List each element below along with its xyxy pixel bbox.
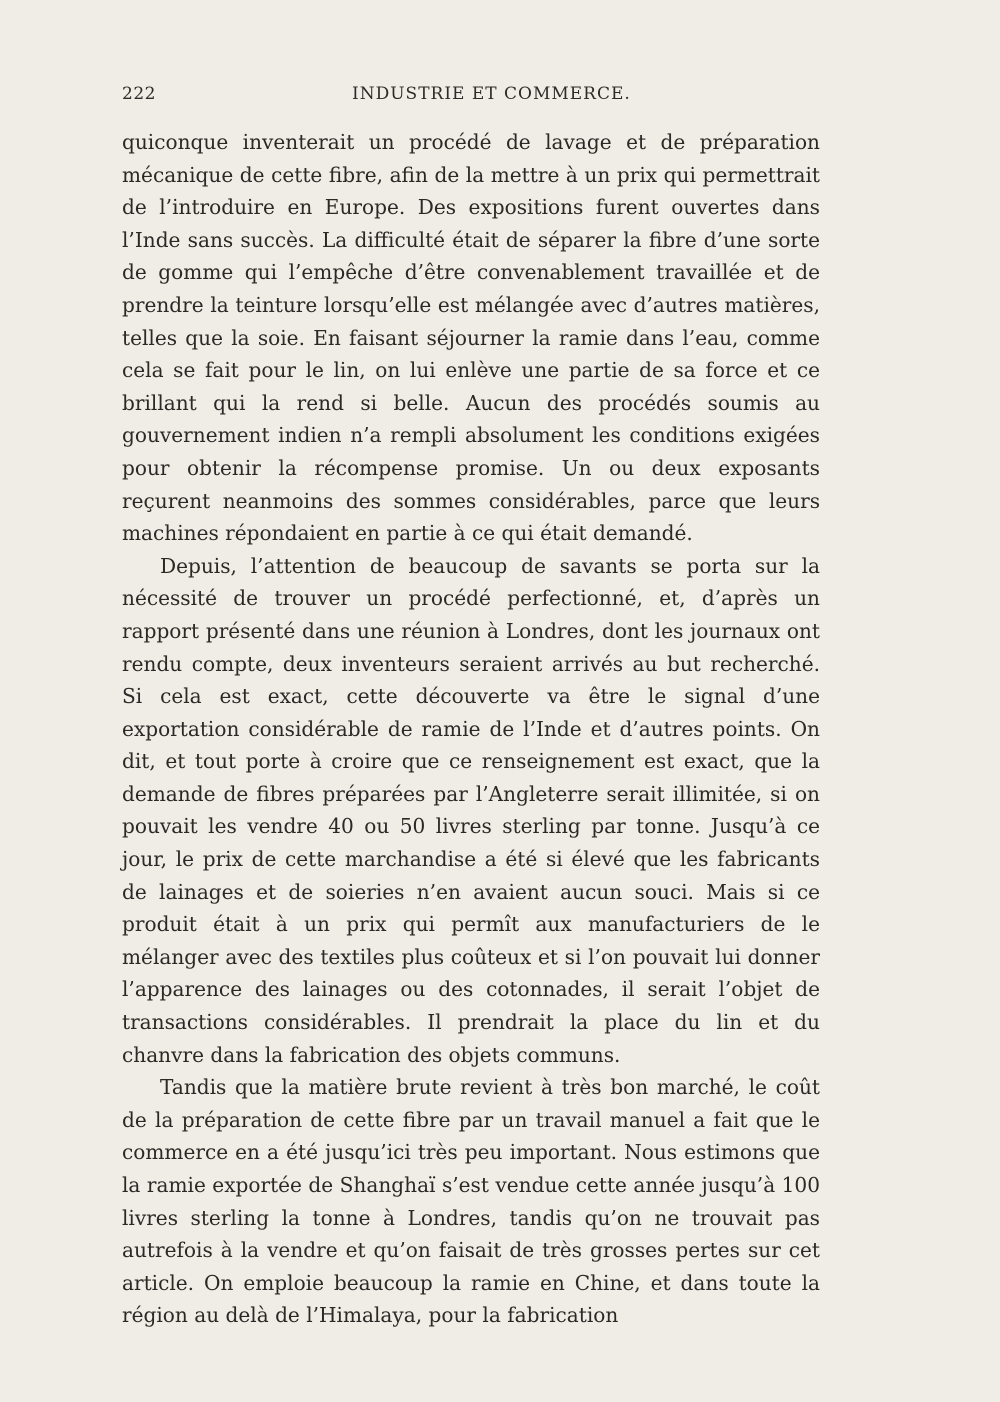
body-text <box>122 126 820 1332</box>
running-head <box>122 84 822 114</box>
paragraph-1: quiconque inventerait un procédé de lavage et de préparation mécanique de cette fibre, afin de la mettre à un prix qui permettrait de l’introduire en Europe. Des expositions furent ouvertes dans l’Inde sans succès. La difficulté était de séparer la fibre d’une sorte de gomme qui l’empêche d’être convenablement travaillée et de prendre la teinture lorsqu’elle est mélangée avec d’autres matières, telles que la soie. En faisant séjourner la ramie dans l’eau, comme cela se fait pour le lin, on lui enlève une partie de sa force et ce brillant qui la rend si belle. Aucun des procédés soumis au gouvernement indien n’a rempli absolument les conditions exigées pour obtenir la récompense promise. Un ou deux exposants reçurent neanmoins des sommes considérables, parce que leurs machines répondaient en partie à ce qui était demandé. <box>122 130 820 546</box>
paragraph-3: Tandis que la matière brute revient à très bon marché, le coût de la préparation de cette fibre par un travail manuel a fait que le commerce en a été jusqu’ici très peu important. Nous estimons que la ramie exportée de Shanghaï s’est vendue cette année jusqu’à 100 livres sterling la tonne à Londres, tandis qu’on ne trouvait pas autrefois à la vendre et qu’on faisait de très grosses pertes sur cet article. On emploie beaucoup la ramie en Chine, et dans toute la région au delà de l’Himalaya, pour la fabrication <box>122 1075 820 1328</box>
running-title: INDUSTRIE ET COMMERCE. <box>352 84 631 104</box>
page-number: 222 <box>122 84 156 104</box>
paragraph-2: Depuis, l’attention de beaucoup de savants se porta sur la nécessité de trouver un procédé perfectionné, et, d’après un rapport présenté dans une réunion à Londres, dont les journaux ont rendu compte, deux inventeurs seraient arrivés au but recherché. Si cela est exact, cette découverte va être le signal d’une exportation considérable de ramie de l’Inde et d’autres points. On dit, et tout porte à croire que ce renseignement est exact, que la demande de fibres préparées par l’Angleterre serait illimitée, si on pouvait les vendre 40 ou 50 livres sterling par tonne. Jusqu’à ce jour, le prix de cette marchandise a été si élevé que les fabricants de lainages et de soieries n’en avaient aucun souci. Mais si ce produit était à un prix qui permît aux manufacturiers de le mélanger avec des textiles plus coûteux et si l’on pouvait lui donner l’apparence des lainages ou des cotonnades, il serait l’objet de transactions considérables. Il prendrait la place du lin et du chanvre dans la fabrication des objets communs. <box>122 553 820 1067</box>
